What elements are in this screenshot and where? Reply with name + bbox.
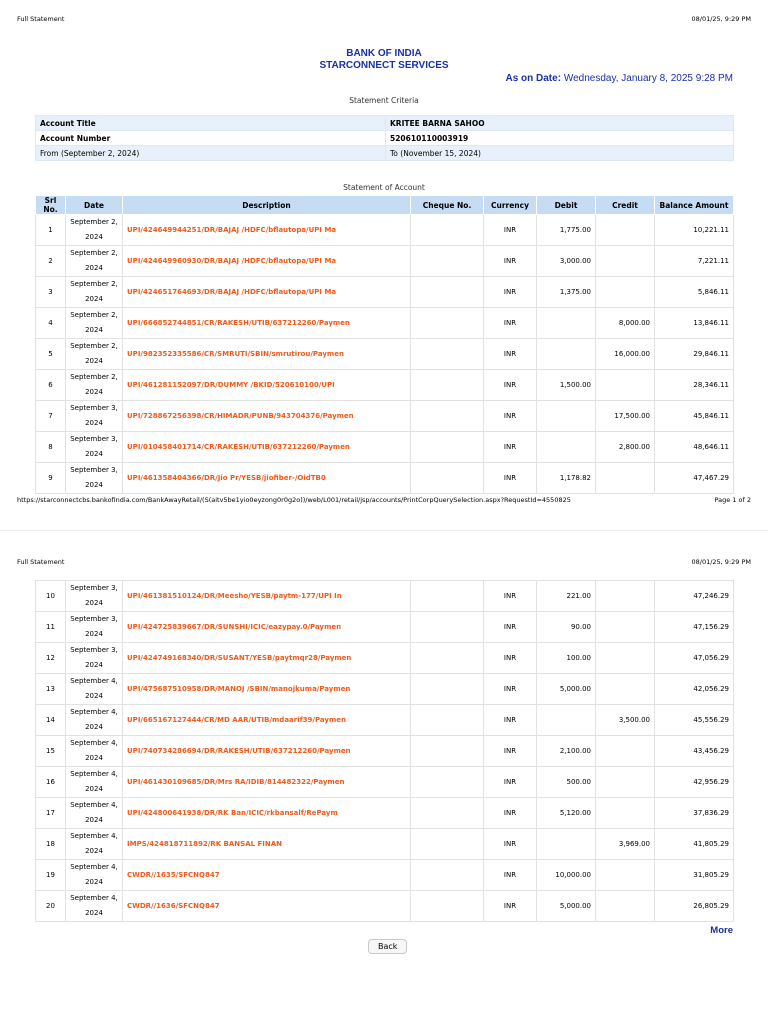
cell-date-year: 2024 xyxy=(85,785,103,793)
cell-cheque-no xyxy=(411,463,484,494)
cell-currency: INR xyxy=(484,860,537,891)
cell-credit xyxy=(596,612,655,643)
cell-srl-no: 10 xyxy=(36,581,66,612)
cell-srl-no: 5 xyxy=(36,339,66,370)
table-row xyxy=(36,891,734,922)
cell-date-day: September 3, xyxy=(70,404,118,412)
cell-date-day: September 2, xyxy=(70,280,118,288)
col-description: Description xyxy=(123,196,411,215)
cell-balance: 43,456.29 xyxy=(655,736,734,767)
statement-table-continued xyxy=(35,580,734,922)
cell-credit xyxy=(596,798,655,829)
cell-debit: 1,178.82 xyxy=(537,463,596,494)
cell-date-year: 2024 xyxy=(85,264,103,272)
cell-date xyxy=(66,798,123,829)
cell-date xyxy=(66,401,123,432)
col-balance: Balance Amount xyxy=(655,196,734,215)
cell-srl-no: 18 xyxy=(36,829,66,860)
cell-balance: 45,846.11 xyxy=(655,401,734,432)
cell-currency: INR xyxy=(484,246,537,277)
cell-debit: 1,500.00 xyxy=(537,370,596,401)
cell-currency: INR xyxy=(484,432,537,463)
cell-balance: 41,805.29 xyxy=(655,829,734,860)
cell-currency: INR xyxy=(484,463,537,494)
cell-balance: 45,556.29 xyxy=(655,705,734,736)
print-header-datetime: 08/01/25, 9:29 PM xyxy=(691,558,751,566)
criteria-from: From (September 2, 2024) xyxy=(36,146,386,161)
table-row xyxy=(36,277,734,308)
cell-date-year: 2024 xyxy=(85,909,103,917)
cell-date-day: September 4, xyxy=(70,832,118,840)
cell-credit xyxy=(596,246,655,277)
cell-credit: 16,000.00 xyxy=(596,339,655,370)
table-row xyxy=(36,798,734,829)
cell-credit xyxy=(596,674,655,705)
criteria-value: KRITEE BARNA SAHOO xyxy=(386,116,734,131)
cell-balance: 48,646.11 xyxy=(655,432,734,463)
cell-description: UPI/982352335586/CR/SMRUTI/SBIN/smrutirou/Paymen xyxy=(123,339,411,370)
cell-srl-no: 7 xyxy=(36,401,66,432)
cell-cheque-no xyxy=(411,798,484,829)
cell-date xyxy=(66,463,123,494)
cell-cheque-no xyxy=(411,767,484,798)
cell-balance: 5,846.11 xyxy=(655,277,734,308)
cell-currency: INR xyxy=(484,705,537,736)
cell-date-year: 2024 xyxy=(85,481,103,489)
cell-date-year: 2024 xyxy=(85,388,103,396)
cell-credit xyxy=(596,463,655,494)
cell-date-year: 2024 xyxy=(85,630,103,638)
table-row xyxy=(36,401,734,432)
as-on-date-label: As on Date: xyxy=(505,73,562,84)
cell-debit: 500.00 xyxy=(537,767,596,798)
table-row xyxy=(36,674,734,705)
table-row xyxy=(36,643,734,674)
cell-balance: 31,805.29 xyxy=(655,860,734,891)
table-row xyxy=(36,215,734,246)
cell-date xyxy=(66,829,123,860)
cell-date-year: 2024 xyxy=(85,357,103,365)
cell-currency: INR xyxy=(484,370,537,401)
table-row xyxy=(36,612,734,643)
cell-debit xyxy=(537,401,596,432)
footer-page-number: Page 1 of 2 xyxy=(714,496,751,504)
cell-srl-no: 15 xyxy=(36,736,66,767)
cell-currency: INR xyxy=(484,612,537,643)
cell-date-year: 2024 xyxy=(85,450,103,458)
cell-currency: INR xyxy=(484,891,537,922)
cell-debit: 90.00 xyxy=(537,612,596,643)
cell-date xyxy=(66,432,123,463)
cell-date-day: September 3, xyxy=(70,615,118,623)
table-row xyxy=(36,308,734,339)
table-row xyxy=(36,829,734,860)
table-row xyxy=(36,246,734,277)
cell-balance: 29,846.11 xyxy=(655,339,734,370)
cell-srl-no: 8 xyxy=(36,432,66,463)
cell-debit: 100.00 xyxy=(537,643,596,674)
cell-currency: INR xyxy=(484,401,537,432)
cell-currency: INR xyxy=(484,736,537,767)
as-on-date xyxy=(505,73,733,84)
criteria-label: Account Number xyxy=(36,131,386,146)
print-header-title: Full Statement xyxy=(17,15,65,23)
cell-srl-no: 14 xyxy=(36,705,66,736)
cell-cheque-no xyxy=(411,246,484,277)
cell-currency: INR xyxy=(484,339,537,370)
cell-date-day: September 4, xyxy=(70,708,118,716)
table-row xyxy=(36,432,734,463)
cell-cheque-no xyxy=(411,308,484,339)
cell-description: UPI/424749168340/DR/SUSANT/YESB/paytmqr28/Paymen xyxy=(123,643,411,674)
col-currency: Currency xyxy=(484,196,537,215)
table-row xyxy=(36,370,734,401)
cell-balance: 28,346.11 xyxy=(655,370,734,401)
bank-name: BANK OF INDIA xyxy=(346,48,422,59)
cell-cheque-no xyxy=(411,736,484,767)
cell-date-year: 2024 xyxy=(85,233,103,241)
cell-currency: INR xyxy=(484,798,537,829)
cell-date xyxy=(66,643,123,674)
cell-date-day: September 2, xyxy=(70,342,118,350)
cell-srl-no: 6 xyxy=(36,370,66,401)
cell-description: UPI/424651764693/DR/BAJAJ /HDFC/bflautopa/UPI Ma xyxy=(123,277,411,308)
criteria-label: Account Title xyxy=(36,116,386,131)
cell-currency: INR xyxy=(484,308,537,339)
cell-date xyxy=(66,891,123,922)
cell-debit: 3,000.00 xyxy=(537,246,596,277)
criteria-title: Statement Criteria xyxy=(349,96,419,105)
cell-date-year: 2024 xyxy=(85,723,103,731)
col-credit: Credit xyxy=(596,196,655,215)
cell-credit: 8,000.00 xyxy=(596,308,655,339)
cell-debit xyxy=(537,339,596,370)
cell-balance: 42,956.29 xyxy=(655,767,734,798)
table-row xyxy=(36,860,734,891)
cell-debit xyxy=(537,705,596,736)
print-header-datetime: 08/01/25, 9:29 PM xyxy=(691,15,751,23)
cell-currency: INR xyxy=(484,674,537,705)
table-row xyxy=(36,705,734,736)
cell-srl-no: 13 xyxy=(36,674,66,705)
cell-date-day: September 2, xyxy=(70,373,118,381)
cell-date-year: 2024 xyxy=(85,754,103,762)
criteria-row xyxy=(36,131,734,146)
cell-date xyxy=(66,308,123,339)
col-date: Date xyxy=(66,196,123,215)
cell-description: UPI/666852744851/CR/RAKESH/UTIB/637212260/Paymen xyxy=(123,308,411,339)
cell-description: UPI/461358404366/DR/Jio Pr/YESB/jiofiber-/OidTB0 xyxy=(123,463,411,494)
cell-srl-no: 9 xyxy=(36,463,66,494)
cell-balance: 47,156.29 xyxy=(655,612,734,643)
cell-cheque-no xyxy=(411,339,484,370)
cell-date-day: September 4, xyxy=(70,770,118,778)
cell-srl-no: 17 xyxy=(36,798,66,829)
cell-currency: INR xyxy=(484,767,537,798)
cell-description: UPI/010458401714/CR/RAKESH/UTIB/637212260/Paymen xyxy=(123,432,411,463)
cell-date xyxy=(66,581,123,612)
cell-credit xyxy=(596,736,655,767)
back-button[interactable]: Back xyxy=(368,939,407,954)
cell-debit: 1,375.00 xyxy=(537,277,596,308)
cell-credit xyxy=(596,581,655,612)
cell-cheque-no xyxy=(411,277,484,308)
statement-title: Statement of Account xyxy=(343,183,425,192)
cell-balance: 47,056.29 xyxy=(655,643,734,674)
cell-date-day: September 4, xyxy=(70,739,118,747)
cell-balance: 47,467.29 xyxy=(655,463,734,494)
more-link[interactable] xyxy=(710,918,733,937)
cell-balance: 10,221.11 xyxy=(655,215,734,246)
cell-date xyxy=(66,767,123,798)
cell-date xyxy=(66,736,123,767)
cell-credit xyxy=(596,277,655,308)
page-divider xyxy=(0,530,768,531)
cell-srl-no: 1 xyxy=(36,215,66,246)
cell-date-year: 2024 xyxy=(85,816,103,824)
cell-debit xyxy=(537,829,596,860)
cell-date-year: 2024 xyxy=(85,419,103,427)
cell-credit: 3,500.00 xyxy=(596,705,655,736)
cell-currency: INR xyxy=(484,215,537,246)
print-header-title: Full Statement xyxy=(17,558,65,566)
cell-date-day: September 3, xyxy=(70,435,118,443)
cell-date-year: 2024 xyxy=(85,599,103,607)
cell-date-year: 2024 xyxy=(85,847,103,855)
cell-description: UPI/461430109685/DR/Mrs RA/IDIB/814482322/Paymen xyxy=(123,767,411,798)
cell-cheque-no xyxy=(411,215,484,246)
cell-debit: 221.00 xyxy=(537,581,596,612)
criteria-value: 520610110003919 xyxy=(386,131,734,146)
cell-description: IMPS/424818711892/RK BANSAL FINAN xyxy=(123,829,411,860)
cell-srl-no: 2 xyxy=(36,246,66,277)
cell-srl-no: 3 xyxy=(36,277,66,308)
cell-date xyxy=(66,246,123,277)
cell-debit: 2,100.00 xyxy=(537,736,596,767)
cell-balance: 37,836.29 xyxy=(655,798,734,829)
table-row xyxy=(36,463,734,494)
cell-date xyxy=(66,674,123,705)
cell-srl-no: 16 xyxy=(36,767,66,798)
cell-srl-no: 4 xyxy=(36,308,66,339)
cell-date-year: 2024 xyxy=(85,295,103,303)
cell-description: UPI/424725839667/DR/SUNSHI/ICIC/eazypay.0/Paymen xyxy=(123,612,411,643)
cell-credit xyxy=(596,215,655,246)
cell-date-day: September 4, xyxy=(70,801,118,809)
cell-debit xyxy=(537,432,596,463)
cell-debit: 10,000.00 xyxy=(537,860,596,891)
cell-date-year: 2024 xyxy=(85,878,103,886)
cell-date-year: 2024 xyxy=(85,692,103,700)
cell-description: UPI/461381510124/DR/Meesho/YESB/paytm-177/UPI In xyxy=(123,581,411,612)
cell-description: UPI/728867256398/CR/HIMADR/PUNB/943704376/Paymen xyxy=(123,401,411,432)
footer-url: https://starconnectcbs.bankofindia.com/BankAwayRetail/(S(aitv5be1yio0eyzong0r0g2o))/web/L001/retail/jsp/accounts/PrintCorpQuerySelection.aspx?RequestId=4550825 xyxy=(17,496,571,504)
cell-balance: 7,221.11 xyxy=(655,246,734,277)
cell-description: UPI/424800641938/DR/RK Ban/ICIC/rkbansalf/RePaym xyxy=(123,798,411,829)
cell-credit: 2,800.00 xyxy=(596,432,655,463)
cell-debit: 1,775.00 xyxy=(537,215,596,246)
statement-header-row xyxy=(36,196,734,215)
cell-credit xyxy=(596,370,655,401)
cell-currency: INR xyxy=(484,643,537,674)
cell-date-day: September 4, xyxy=(70,863,118,871)
cell-description: UPI/665167127444/CR/MD AAR/UTIB/mdaarif39/Paymen xyxy=(123,705,411,736)
cell-balance: 26,805.29 xyxy=(655,891,734,922)
cell-description: CWDR//1635/SFCNQ847 xyxy=(123,860,411,891)
cell-date xyxy=(66,370,123,401)
col-srl-no: Srl No. xyxy=(36,196,66,215)
cell-credit xyxy=(596,860,655,891)
cell-balance: 42,056.29 xyxy=(655,674,734,705)
cell-date-day: September 2, xyxy=(70,311,118,319)
cell-date xyxy=(66,339,123,370)
criteria-to: To (November 15, 2024) xyxy=(386,146,734,161)
cell-description: UPI/461281152097/DR/DUMMY /BKID/520610100/UPI xyxy=(123,370,411,401)
table-row xyxy=(36,339,734,370)
statement-table xyxy=(35,195,734,494)
cell-date xyxy=(66,705,123,736)
cell-cheque-no xyxy=(411,643,484,674)
cell-balance: 47,246.29 xyxy=(655,581,734,612)
cell-srl-no: 11 xyxy=(36,612,66,643)
col-cheque-no: Cheque No. xyxy=(411,196,484,215)
cell-cheque-no xyxy=(411,401,484,432)
cell-cheque-no xyxy=(411,612,484,643)
cell-currency: INR xyxy=(484,581,537,612)
cell-cheque-no xyxy=(411,705,484,736)
cell-date-day: September 3, xyxy=(70,466,118,474)
cell-debit: 5,120.00 xyxy=(537,798,596,829)
service-name: STARCONNECT SERVICES xyxy=(319,60,449,71)
cell-credit: 17,500.00 xyxy=(596,401,655,432)
table-row xyxy=(36,767,734,798)
cell-credit xyxy=(596,891,655,922)
cell-cheque-no xyxy=(411,829,484,860)
cell-cheque-no xyxy=(411,370,484,401)
cell-description: CWDR//1636/SFCNQ847 xyxy=(123,891,411,922)
cell-currency: INR xyxy=(484,277,537,308)
cell-date-year: 2024 xyxy=(85,326,103,334)
cell-balance: 13,846.11 xyxy=(655,308,734,339)
cell-currency: INR xyxy=(484,829,537,860)
cell-cheque-no xyxy=(411,860,484,891)
criteria-table xyxy=(35,115,734,161)
table-row xyxy=(36,581,734,612)
cell-debit: 5,000.00 xyxy=(537,891,596,922)
cell-srl-no: 19 xyxy=(36,860,66,891)
cell-cheque-no xyxy=(411,432,484,463)
cell-credit: 3,969.00 xyxy=(596,829,655,860)
criteria-row xyxy=(36,146,734,161)
cell-date-day: September 4, xyxy=(70,894,118,902)
cell-srl-no: 12 xyxy=(36,643,66,674)
cell-description: UPI/740734286694/DR/RAKESH/UTIB/637212260/Paymen xyxy=(123,736,411,767)
cell-cheque-no xyxy=(411,674,484,705)
cell-date-day: September 2, xyxy=(70,249,118,257)
cell-date-day: September 3, xyxy=(70,584,118,592)
cell-credit xyxy=(596,767,655,798)
cell-date xyxy=(66,215,123,246)
table-row xyxy=(36,736,734,767)
cell-date-day: September 4, xyxy=(70,677,118,685)
cell-date-year: 2024 xyxy=(85,661,103,669)
cell-description: UPI/424649960930/DR/BAJAJ /HDFC/bflautopa/UPI Ma xyxy=(123,246,411,277)
cell-cheque-no xyxy=(411,581,484,612)
cell-date-day: September 2, xyxy=(70,218,118,226)
col-debit: Debit xyxy=(537,196,596,215)
cell-date xyxy=(66,612,123,643)
cell-credit xyxy=(596,643,655,674)
cell-debit: 5,000.00 xyxy=(537,674,596,705)
cell-cheque-no xyxy=(411,891,484,922)
cell-date xyxy=(66,860,123,891)
criteria-row xyxy=(36,116,734,131)
as-on-date-value: Wednesday, January 8, 2025 9:28 PM xyxy=(563,73,733,84)
cell-date-day: September 3, xyxy=(70,646,118,654)
cell-description: UPI/475687510958/DR/MANOJ /SBIN/manojkuma/Paymen xyxy=(123,674,411,705)
more-link-label: More xyxy=(710,925,733,936)
cell-srl-no: 20 xyxy=(36,891,66,922)
cell-description: UPI/424649944251/DR/BAJAJ /HDFC/bflautopa/UPI Ma xyxy=(123,215,411,246)
cell-date xyxy=(66,277,123,308)
cell-debit xyxy=(537,308,596,339)
